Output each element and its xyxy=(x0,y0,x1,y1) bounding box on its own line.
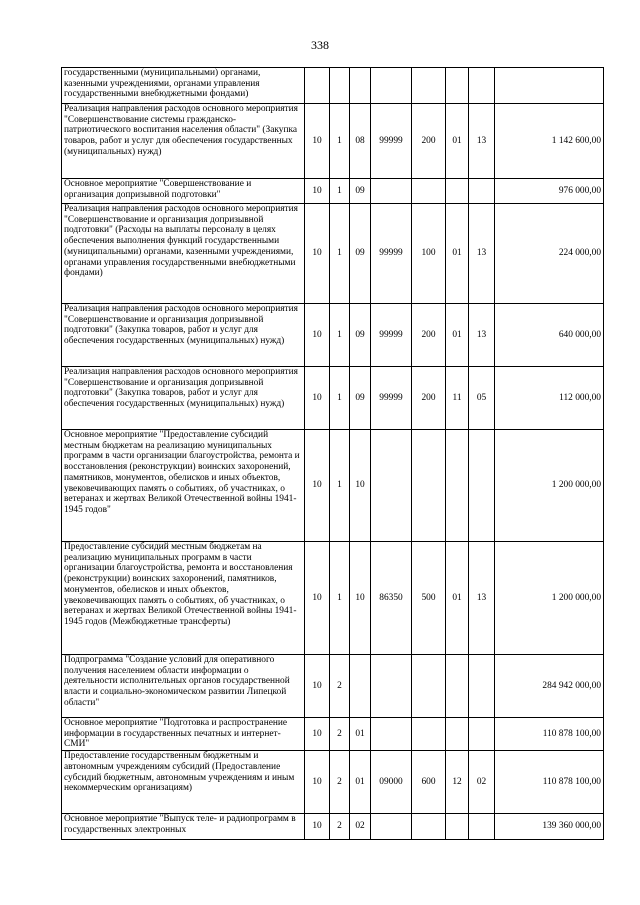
code-cell xyxy=(305,68,330,104)
code-cell: 1 xyxy=(330,367,350,430)
code-cell: 02 xyxy=(469,751,495,814)
code-cell xyxy=(469,718,495,751)
code-cell xyxy=(371,814,412,840)
code-cell: 99999 xyxy=(371,367,412,430)
row-name-cell: Основное мероприятие "Подготовка и распространение информации в государственных печатных и интернет-СМИ" xyxy=(62,718,305,751)
code-cell: 99999 xyxy=(371,204,412,304)
code-cell: 09 xyxy=(350,179,371,204)
code-cell: 10 xyxy=(350,430,371,542)
code-cell: 86350 xyxy=(371,542,412,655)
row-name-cell: Основное мероприятие "Предоставление субсидий местным бюджетам на реализацию муниципальных программ в части организации благоустройства, ремонта и восстановления (реконструкции) воинских захоронений, памятников, монументов, обелисков и иных объектов, увековечивающих память о событиях, об участниках, о ветеранах и жертвах Великой Отечественной войны 1941-1945 годов" xyxy=(62,430,305,542)
code-cell: 10 xyxy=(305,655,330,718)
amount-cell: 110 878 100,00 xyxy=(495,718,604,751)
table-row xyxy=(62,68,604,104)
code-cell: 05 xyxy=(469,367,495,430)
row-name-cell: государственными (муниципальными) органами, казенными учреждениями, органами управления государственными внебюджетными фондами) xyxy=(62,68,305,104)
code-cell xyxy=(412,718,446,751)
code-cell: 200 xyxy=(412,304,446,367)
code-cell xyxy=(412,814,446,840)
code-cell: 10 xyxy=(350,542,371,655)
code-cell xyxy=(446,814,469,840)
table-row xyxy=(62,179,604,204)
code-cell: 2 xyxy=(330,814,350,840)
code-cell: 1 xyxy=(330,204,350,304)
code-cell: 08 xyxy=(350,104,371,179)
code-cell: 99999 xyxy=(371,104,412,179)
code-cell xyxy=(469,655,495,718)
code-cell: 10 xyxy=(305,814,330,840)
row-name-cell: Реализация направления расходов основного мероприятия "Совершенствование и организация допризывной подготовки" (Закупка товаров, работ и услуг для обеспечения государственных (муниципальных) нужд) xyxy=(62,304,305,367)
code-cell: 1 xyxy=(330,430,350,542)
code-cell xyxy=(350,68,371,104)
table-row xyxy=(62,655,604,718)
table-row xyxy=(62,204,604,304)
code-cell xyxy=(446,718,469,751)
table-row xyxy=(62,718,604,751)
code-cell: 09 xyxy=(350,367,371,430)
table-row xyxy=(62,814,604,840)
code-cell xyxy=(412,68,446,104)
code-cell: 500 xyxy=(412,542,446,655)
row-name-cell: Предоставление государственным бюджетным и автономным учреждениям субсидий (Предоставление субсидий бюджетным, автономным учреждениям и иным некоммерческим организациям) xyxy=(62,751,305,814)
code-cell: 10 xyxy=(305,430,330,542)
amount-cell xyxy=(495,68,604,104)
table-row xyxy=(62,367,604,430)
code-cell xyxy=(412,655,446,718)
amount-cell: 284 942 000,00 xyxy=(495,655,604,718)
amount-cell: 976 000,00 xyxy=(495,179,604,204)
code-cell: 1 xyxy=(330,179,350,204)
code-cell xyxy=(371,179,412,204)
code-cell: 2 xyxy=(330,655,350,718)
code-cell: 13 xyxy=(469,542,495,655)
code-cell xyxy=(446,430,469,542)
amount-cell: 1 200 000,00 xyxy=(495,430,604,542)
code-cell xyxy=(371,68,412,104)
code-cell: 200 xyxy=(412,367,446,430)
code-cell: 09 xyxy=(350,304,371,367)
code-cell: 200 xyxy=(412,104,446,179)
budget-table xyxy=(61,67,604,840)
code-cell: 11 xyxy=(446,367,469,430)
code-cell: 10 xyxy=(305,204,330,304)
code-cell xyxy=(446,179,469,204)
table-row xyxy=(62,751,604,814)
amount-cell: 1 200 000,00 xyxy=(495,542,604,655)
code-cell: 600 xyxy=(412,751,446,814)
code-cell xyxy=(446,68,469,104)
table-row xyxy=(62,542,604,655)
amount-cell: 640 000,00 xyxy=(495,304,604,367)
code-cell: 01 xyxy=(446,204,469,304)
code-cell: 01 xyxy=(446,542,469,655)
code-cell: 10 xyxy=(305,751,330,814)
code-cell xyxy=(412,430,446,542)
code-cell xyxy=(412,179,446,204)
code-cell: 10 xyxy=(305,104,330,179)
code-cell: 01 xyxy=(350,718,371,751)
code-cell: 10 xyxy=(305,367,330,430)
code-cell: 01 xyxy=(350,751,371,814)
code-cell: 2 xyxy=(330,718,350,751)
code-cell: 10 xyxy=(305,304,330,367)
row-name-cell: Основное мероприятие "Совершенствование и организация допризывной подготовки" xyxy=(62,179,305,204)
code-cell: 10 xyxy=(305,718,330,751)
code-cell xyxy=(469,430,495,542)
amount-cell: 1 142 600,00 xyxy=(495,104,604,179)
code-cell: 1 xyxy=(330,304,350,367)
code-cell xyxy=(469,68,495,104)
table-row xyxy=(62,304,604,367)
code-cell xyxy=(330,68,350,104)
amount-cell: 110 878 100,00 xyxy=(495,751,604,814)
code-cell xyxy=(371,655,412,718)
row-name-cell: Реализация направления расходов основного мероприятия "Совершенствование и организация допризывной подготовки" (Расходы на выплаты персоналу в целях обеспечения выполнения функций государственными (муниципальными) органами, казенными учреждениями, органами управления государственными внебюджетными фондами) xyxy=(62,204,305,304)
code-cell: 10 xyxy=(305,542,330,655)
code-cell xyxy=(371,430,412,542)
code-cell: 10 xyxy=(305,179,330,204)
code-cell xyxy=(446,655,469,718)
code-cell: 1 xyxy=(330,104,350,179)
amount-cell: 139 360 000,00 xyxy=(495,814,604,840)
code-cell: 13 xyxy=(469,104,495,179)
code-cell: 99999 xyxy=(371,304,412,367)
code-cell xyxy=(469,814,495,840)
code-cell: 100 xyxy=(412,204,446,304)
row-name-cell: Реализация направления расходов основного мероприятия "Совершенствование и организация допризывной подготовки" (Закупка товаров, работ и услуг для обеспечения государственных (муниципальных) нужд) xyxy=(62,367,305,430)
row-name-cell: Основное мероприятие "Выпуск теле- и радиопрограмм в государственных электронных xyxy=(62,814,305,840)
code-cell xyxy=(371,718,412,751)
code-cell: 12 xyxy=(446,751,469,814)
table-row xyxy=(62,430,604,542)
code-cell: 01 xyxy=(446,304,469,367)
code-cell: 13 xyxy=(469,304,495,367)
row-name-cell: Предоставление субсидий местным бюджетам на реализацию муниципальных программ в части организации благоустройства, ремонта и восстановления (реконструкции) воинских захоронений, памятников, монументов, обелисков и иных объектов, увековечивающих память о событиях, об участниках, о ветеранах и жертвах Великой Отечественной войны 1941-1945 годов (Межбюджетные трансферты) xyxy=(62,542,305,655)
code-cell xyxy=(469,179,495,204)
code-cell: 1 xyxy=(330,542,350,655)
amount-cell: 224 000,00 xyxy=(495,204,604,304)
row-name-cell: Реализация направления расходов основного мероприятия "Совершенствование системы гражданско-патриотического воспитания населения области" (Закупка товаров, работ и услуг для обеспечения государственных (муниципальных) нужд) xyxy=(62,104,305,179)
amount-cell: 112 000,00 xyxy=(495,367,604,430)
code-cell: 01 xyxy=(446,104,469,179)
code-cell xyxy=(350,655,371,718)
code-cell: 13 xyxy=(469,204,495,304)
table-row xyxy=(62,104,604,179)
code-cell: 09000 xyxy=(371,751,412,814)
page-number: 338 xyxy=(311,38,329,52)
code-cell: 02 xyxy=(350,814,371,840)
code-cell: 2 xyxy=(330,751,350,814)
code-cell: 09 xyxy=(350,204,371,304)
row-name-cell: Подпрограмма "Создание условий для оперативного получения населением области информации о деятельности исполнительных органов государственной власти и социально-экономическом развитии Липецкой области" xyxy=(62,655,305,718)
